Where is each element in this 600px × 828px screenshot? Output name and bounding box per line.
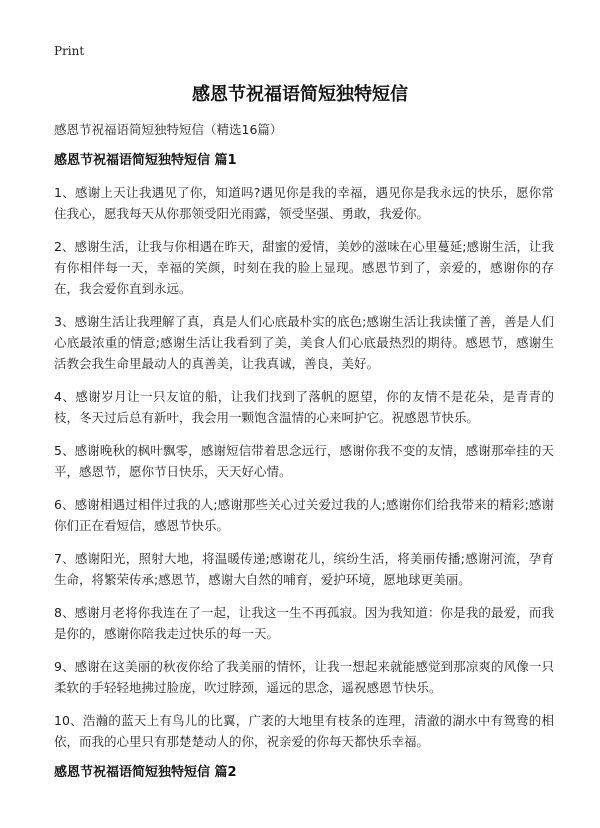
paragraph-2: 2、感谢生活，让我与你相遇在昨天，甜蜜的爱情，美妙的滋味在心里蔓延;感谢生活，让我有你相伴每一天，幸福的笑颜，时刻在我的脸上显现。感恩节到了，亲爱的，感谢你的存在，我会爱你直到永远。 — [54, 239, 554, 296]
paragraph-9: 9、感谢在这美丽的秋夜你给了我美丽的情怀，让我一想起来就能感觉到那凉爽的风像一只柔软的手轻轻地拂过脸庞，吹过脖颈，遥远的思念，遥祝感恩节快乐。 — [54, 659, 554, 695]
paragraph-8: 8、感谢月老将你我连在了一起，让我这一生不再孤寂。因为我知道：你是我的最爱，而我是你的，感谢你陪我走过快乐的每一天。 — [54, 605, 554, 641]
paragraph-1: 1、感谢上天让我遇见了你，知道吗?遇见你是我的幸福，遇见你是我永远的快乐，愿你常住我心，愿我每天从你那领受阳光雨露，领受坚强、勇敢，我爱你。 — [54, 185, 554, 221]
paragraph-10: 10、浩瀚的蓝天上有鸟儿的比翼，广袤的大地里有枝条的连理，清澈的湖水中有鸳鸯的相依，而我的心里只有那楚楚动人的你，祝亲爱的你每天都快乐幸福。 — [54, 713, 554, 749]
paragraph-4: 4、感谢岁月让一只友谊的船，让我们找到了落帆的愿望，你的友情不是花朵，是青青的枝，冬天过后总有新叶，我会用一颗饱含温情的心来呵护它。祝感恩节快乐。 — [54, 389, 554, 425]
paragraph-7: 7、感谢阳光，照射大地，将温暖传递;感谢花儿，缤纷生活，将美丽传播;感谢河流，孕育生命，将繁荣传承;感恩节，感谢大自然的哺育，爱护环境，愿地球更美丽。 — [54, 551, 554, 587]
section-heading-2: 感恩节祝福语简短独特短信 篇2 — [54, 765, 237, 780]
document-title: 感恩节祝福语简短独特短信 — [192, 84, 408, 105]
document-subtitle: 感恩节祝福语简短独特短信（精选16篇） — [54, 122, 283, 137]
paragraph-3: 3、感谢生活让我理解了真，真是人们心底最朴实的底色;感谢生活让我读懂了善，善是人们心底最浓重的情意;感谢生活让我看到了美，美食人们心底最热烈的期待。感恩节，感谢生活教会我生命里最动人的真善美，让我真诚，善良，美好。 — [54, 314, 554, 371]
paragraph-6: 6、感谢相遇过相伴过我的人;感谢那些关心过关爱过我的人;感谢你们给我带来的精彩;感谢你们正在看短信，感恩节快乐。 — [54, 497, 554, 533]
section-heading-1: 感恩节祝福语简短独特短信 篇1 — [54, 153, 237, 168]
document-content — [54, 152, 554, 794]
print-label[interactable]: Print — [54, 44, 85, 58]
paragraph-5: 5、感谢晚秋的枫叶飘零，感谢短信带着思念远行，感谢你我不变的友情，感谢那牵挂的天平，感恩节，愿你节日快乐，天天好心情。 — [54, 443, 554, 479]
